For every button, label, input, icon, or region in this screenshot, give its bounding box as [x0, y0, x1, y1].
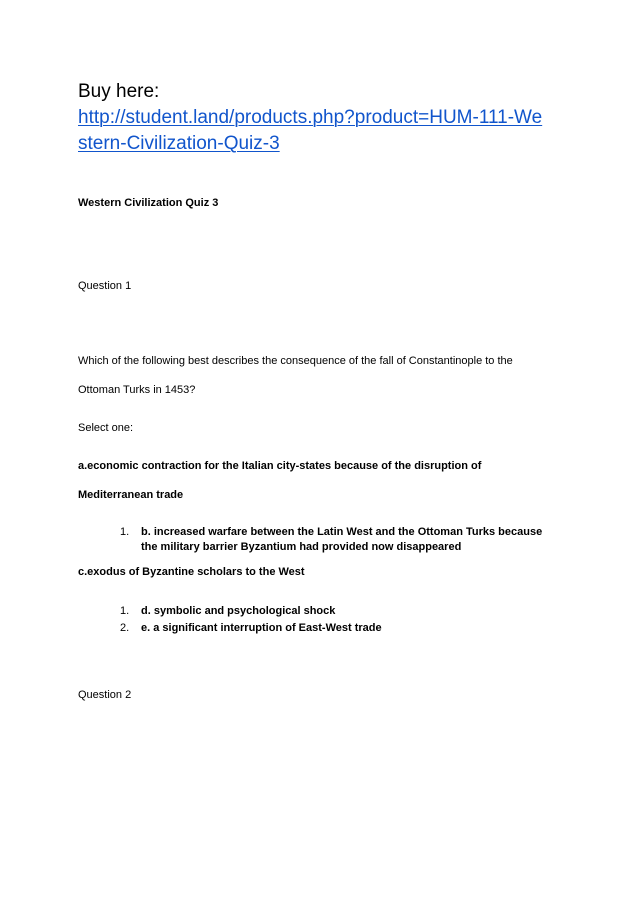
question-1-text-line-1: Which of the following best describes the consequence of the fall of Constantinople to the [78, 355, 513, 367]
select-one-prompt: Select one: [78, 422, 134, 434]
option-d-text: d. symbolic and psychological shock [141, 605, 336, 617]
question-1-text [78, 354, 558, 397]
product-link[interactable] [78, 105, 558, 157]
option-c [78, 565, 305, 579]
product-link-line-2[interactable]: stern-Civilization-Quiz-3 [78, 133, 280, 154]
product-link-line-1[interactable]: http://student.land/products.php?product=HUM-111-We [78, 107, 543, 128]
option-a-line-2: Mediterranean trade [78, 489, 184, 501]
question-1-text-line-2: Ottoman Turks in 1453? [78, 384, 196, 396]
option-a [78, 459, 481, 502]
option-c-line: c.exodus of Byzantine scholars to the West [78, 566, 305, 578]
option-b-text [141, 525, 542, 555]
option-e-number: 2. [120, 622, 130, 634]
option-b-line-1: b. increased warfare between the Latin West and the Ottoman Turks because [141, 526, 543, 538]
option-a-line-1: a.economic contraction for the Italian city-states because of the disruption of [78, 460, 482, 472]
document-title: Western Civilization Quiz 3 [78, 197, 219, 209]
option-d-number: 1. [120, 605, 130, 617]
option-b-number: 1. [120, 526, 130, 538]
question-1-heading: Question 1 [78, 280, 132, 292]
option-b-line-2: the military barrier Byzantium had provided now disappeared [141, 541, 462, 553]
buy-here-label: Buy here: [78, 81, 160, 102]
option-e-text: e. a significant interruption of East-West trade [141, 622, 382, 634]
question-2-heading: Question 2 [78, 689, 132, 701]
